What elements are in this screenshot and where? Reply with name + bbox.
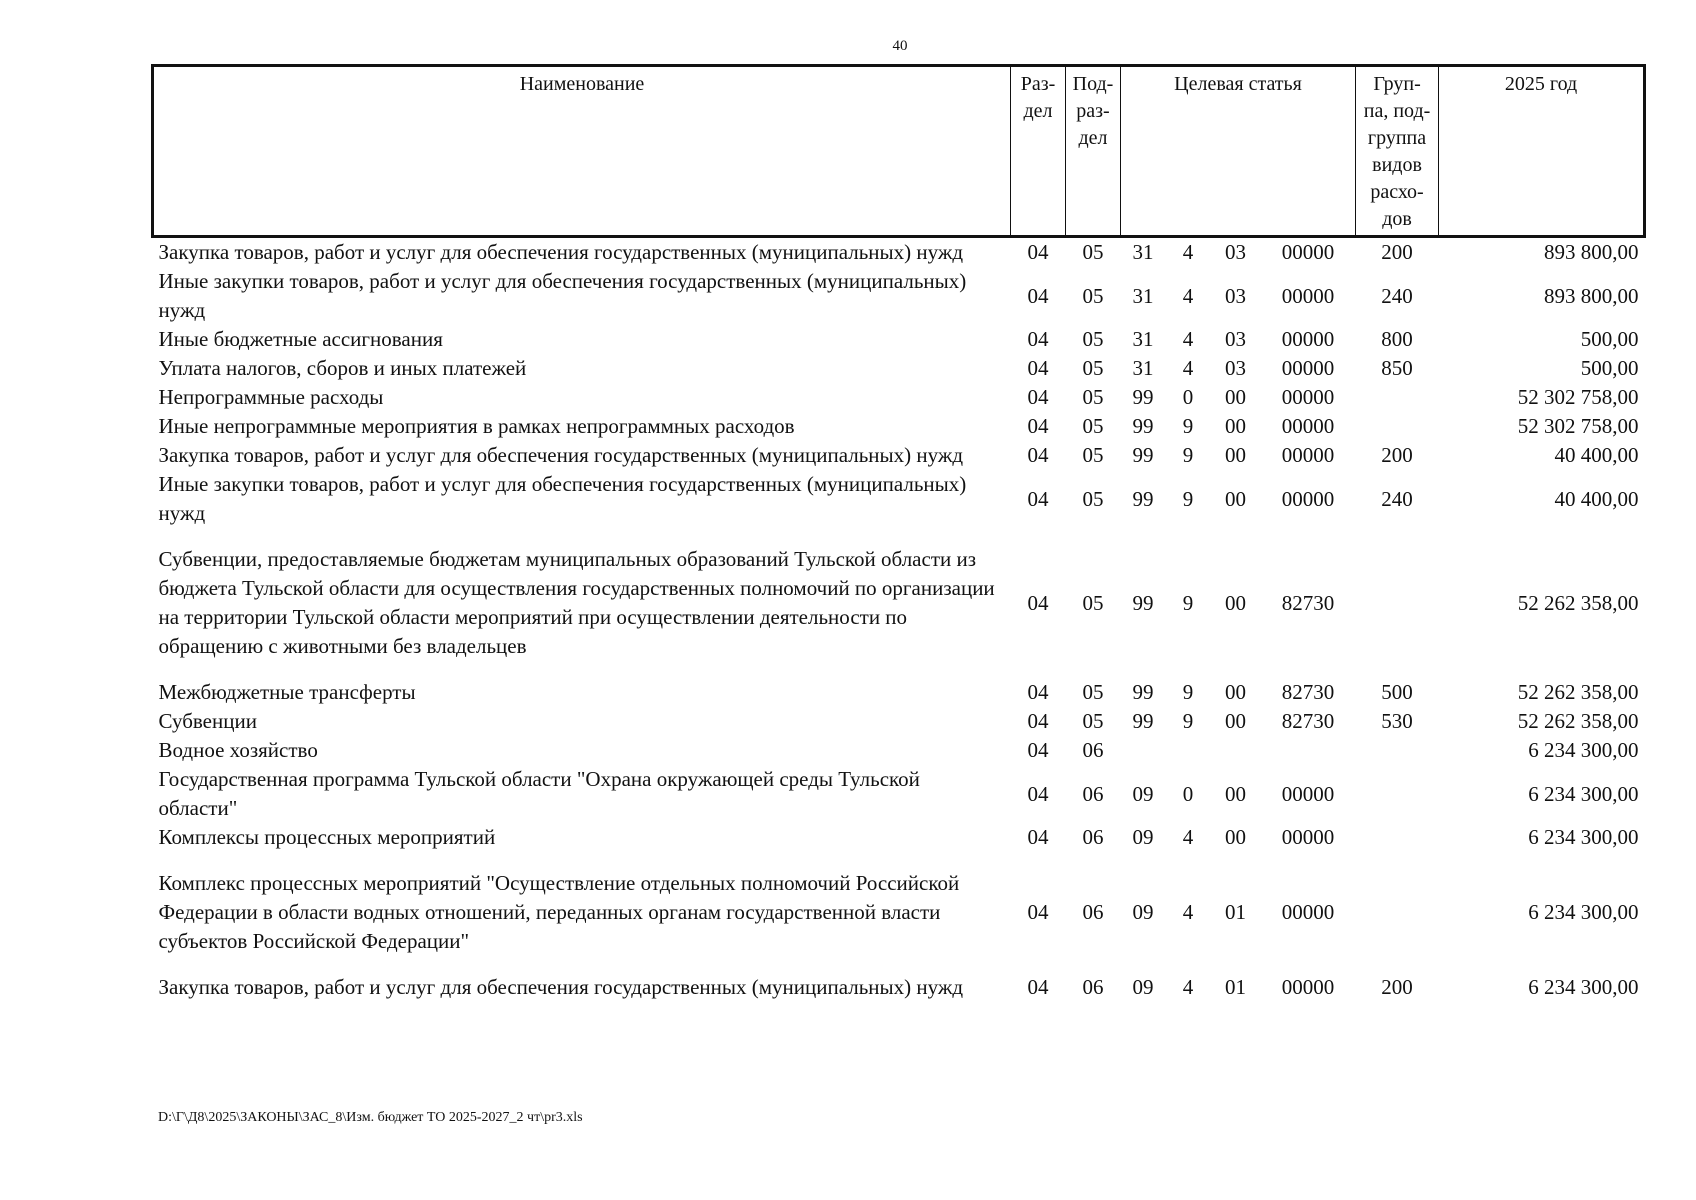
cell-target-program: 99 bbox=[1132, 590, 1154, 615]
table-row bbox=[153, 470, 1645, 528]
cell-expense-group: 200 bbox=[1381, 443, 1413, 467]
cell-target-subprogram: 03 bbox=[1225, 356, 1246, 380]
cell-name: Иные непрограммные мероприятия в рамках непрограммных расходов bbox=[158, 414, 795, 438]
cell-subsection: 05 bbox=[1082, 590, 1104, 615]
table-row bbox=[153, 237, 1645, 268]
cell-section: 04 bbox=[1027, 486, 1049, 511]
cell-target-type: 9 bbox=[1182, 590, 1194, 615]
cell-target-program: 99 bbox=[1132, 385, 1154, 409]
cell-section: 04 bbox=[1027, 327, 1049, 351]
cell-target-direction: 00000 bbox=[1281, 240, 1335, 264]
cell-target-type: 4 bbox=[1182, 975, 1194, 999]
cell-name: Закупка товаров, работ и услуг для обеспечения государственных (муниципальных) нужд bbox=[158, 240, 964, 264]
cell-target-type: 4 bbox=[1182, 240, 1194, 264]
cell-amount: 40 400,00 bbox=[1554, 486, 1639, 511]
cell-section: 04 bbox=[1027, 443, 1049, 467]
cell-name: Государственная программа Тульской области "Охрана окружающей среды Тульской области" bbox=[158, 767, 920, 820]
cell-expense-group bbox=[1356, 528, 1439, 678]
cell-section: 04 bbox=[1027, 781, 1049, 806]
table-row bbox=[153, 707, 1645, 736]
table-row bbox=[153, 412, 1645, 441]
cell-amount: 6 234 300,00 bbox=[1528, 781, 1639, 806]
cell-subsection: 05 bbox=[1082, 385, 1104, 409]
cell-target-program: 99 bbox=[1132, 414, 1154, 438]
cell-name: Иные закупки товаров, работ и услуг для обеспечения государственных (муниципальных) нужд bbox=[158, 269, 967, 322]
cell-section: 04 bbox=[1027, 356, 1049, 380]
header-name: Наименование bbox=[153, 66, 1011, 237]
table-row bbox=[153, 325, 1645, 354]
cell-target-type: 9 bbox=[1182, 709, 1194, 733]
cell-target-type: 4 bbox=[1182, 900, 1194, 924]
header-target-article: Целевая статья bbox=[1121, 66, 1356, 237]
cell-subsection: 06 bbox=[1082, 975, 1104, 999]
cell-target-direction: 00000 bbox=[1281, 283, 1335, 308]
cell-target-subprogram: 00 bbox=[1225, 709, 1246, 733]
cell-target-type: 4 bbox=[1182, 356, 1194, 380]
table-row bbox=[153, 383, 1645, 412]
cell-subsection: 05 bbox=[1082, 443, 1104, 467]
cell-expense-group bbox=[1356, 736, 1439, 765]
table-header-row bbox=[153, 66, 1645, 237]
cell-target-direction: 82730 bbox=[1281, 590, 1335, 615]
cell-target-direction: 00000 bbox=[1281, 443, 1335, 467]
cell-name: Комплекс процессных мероприятий "Осуществление отдельных полномочий Российской Федерации в области водных отношений, переданных органам государственной власти субъектов Российской Федерации" bbox=[158, 871, 960, 953]
cell-amount: 52 262 358,00 bbox=[1517, 709, 1639, 733]
cell-amount: 52 262 358,00 bbox=[1517, 680, 1639, 704]
cell-target-direction: 82730 bbox=[1281, 709, 1335, 733]
cell-subsection: 05 bbox=[1082, 240, 1104, 264]
cell-target-subprogram: 00 bbox=[1225, 486, 1246, 511]
cell-expense-group: 200 bbox=[1381, 240, 1413, 264]
table-row bbox=[153, 441, 1645, 470]
cell-target-direction: 00000 bbox=[1281, 900, 1335, 924]
cell-target-direction: 00000 bbox=[1281, 825, 1335, 849]
cell-subsection: 06 bbox=[1082, 738, 1104, 762]
cell-amount: 500,00 bbox=[1580, 327, 1639, 351]
cell-section: 04 bbox=[1027, 414, 1049, 438]
cell-section: 04 bbox=[1027, 738, 1049, 762]
cell-subsection: 05 bbox=[1082, 414, 1104, 438]
cell-section: 04 bbox=[1027, 385, 1049, 409]
cell-target-direction: 00000 bbox=[1281, 356, 1335, 380]
cell-target-direction: 00000 bbox=[1281, 975, 1335, 999]
cell-target-program: 09 bbox=[1132, 900, 1154, 924]
cell-target-subprogram: 00 bbox=[1225, 781, 1246, 806]
cell-target-subprogram: 01 bbox=[1225, 975, 1246, 999]
header-year: 2025 год bbox=[1439, 66, 1645, 237]
cell-name: Водное хозяйство bbox=[158, 738, 318, 762]
cell-amount: 6 234 300,00 bbox=[1528, 975, 1639, 999]
table-row bbox=[153, 267, 1645, 325]
page-number: 40 bbox=[892, 38, 908, 54]
cell-subsection: 05 bbox=[1082, 327, 1104, 351]
cell-target-type: 9 bbox=[1182, 443, 1194, 467]
cell-target-program: 31 bbox=[1132, 240, 1154, 264]
cell-target-subprogram bbox=[1211, 736, 1261, 765]
cell-name: Комплексы процессных мероприятий bbox=[158, 825, 496, 849]
cell-amount: 52 302 758,00 bbox=[1517, 414, 1639, 438]
cell-amount: 6 234 300,00 bbox=[1528, 900, 1639, 924]
cell-target-program: 09 bbox=[1132, 825, 1154, 849]
cell-subsection: 05 bbox=[1082, 680, 1104, 704]
table-row bbox=[153, 852, 1645, 973]
cell-target-program: 09 bbox=[1132, 781, 1154, 806]
cell-subsection: 05 bbox=[1082, 709, 1104, 733]
cell-expense-group bbox=[1356, 383, 1439, 412]
cell-amount: 52 262 358,00 bbox=[1517, 590, 1639, 615]
cell-amount: 6 234 300,00 bbox=[1528, 825, 1639, 849]
cell-section: 04 bbox=[1027, 709, 1049, 733]
cell-target-subprogram: 00 bbox=[1225, 680, 1246, 704]
cell-target-subprogram: 00 bbox=[1225, 590, 1246, 615]
header-subsection: Под- раз- дел bbox=[1066, 66, 1121, 237]
cell-target-type: 4 bbox=[1182, 327, 1194, 351]
table-row bbox=[153, 765, 1645, 823]
cell-expense-group: 500 bbox=[1381, 680, 1413, 704]
cell-section: 04 bbox=[1027, 283, 1049, 308]
cell-target-program: 99 bbox=[1132, 680, 1154, 704]
cell-expense-group: 240 bbox=[1381, 486, 1413, 511]
cell-expense-group bbox=[1356, 765, 1439, 823]
cell-expense-group: 530 bbox=[1381, 709, 1413, 733]
cell-target-direction: 00000 bbox=[1281, 414, 1335, 438]
cell-section: 04 bbox=[1027, 900, 1049, 924]
cell-section: 04 bbox=[1027, 825, 1049, 849]
cell-target-subprogram: 03 bbox=[1225, 327, 1246, 351]
cell-section: 04 bbox=[1027, 680, 1049, 704]
budget-table bbox=[151, 64, 1646, 1002]
header-section: Раз- дел bbox=[1011, 66, 1066, 237]
table-row bbox=[153, 823, 1645, 852]
cell-expense-group: 240 bbox=[1381, 283, 1413, 308]
cell-amount: 52 302 758,00 bbox=[1517, 385, 1639, 409]
table-row bbox=[153, 354, 1645, 383]
cell-name: Непрограммные расходы bbox=[158, 385, 384, 409]
cell-target-subprogram: 03 bbox=[1225, 240, 1246, 264]
cell-subsection: 06 bbox=[1082, 781, 1104, 806]
cell-name: Субвенции, предоставляемые бюджетам муниципальных образований Тульской области из бюджета Тульской области для осуществления государственных полномочий по организации на территории Тульской области мероприятий при осуществлении деятельности по обращению с животными без владельцев bbox=[158, 547, 995, 658]
cell-name: Субвенции bbox=[158, 709, 257, 733]
table-row bbox=[153, 678, 1645, 707]
table-row bbox=[153, 736, 1645, 765]
cell-target-program: 31 bbox=[1132, 327, 1154, 351]
cell-target-direction: 00000 bbox=[1281, 327, 1335, 351]
cell-target-direction: 82730 bbox=[1281, 680, 1335, 704]
footer-file-path: D:\Г\Д8\2025\ЗАКОНЫ\ЗАС_8\Изм. бюджет ТО 2025-2027_2 чт\pr3.xls bbox=[158, 1110, 583, 1125]
cell-target-program: 31 bbox=[1132, 356, 1154, 380]
cell-section: 04 bbox=[1027, 975, 1049, 999]
cell-target-type: 4 bbox=[1182, 283, 1194, 308]
cell-subsection: 06 bbox=[1082, 825, 1104, 849]
cell-expense-group bbox=[1356, 852, 1439, 973]
cell-expense-group: 200 bbox=[1381, 975, 1413, 999]
cell-name: Межбюджетные трансферты bbox=[158, 680, 416, 704]
cell-name: Закупка товаров, работ и услуг для обеспечения государственных (муниципальных) нужд bbox=[158, 443, 964, 467]
cell-amount: 500,00 bbox=[1580, 356, 1639, 380]
cell-section: 04 bbox=[1027, 240, 1049, 264]
cell-expense-group bbox=[1356, 823, 1439, 852]
table-row bbox=[153, 528, 1645, 678]
cell-target-program: 31 bbox=[1132, 283, 1154, 308]
cell-target-subprogram: 01 bbox=[1225, 900, 1246, 924]
cell-section: 04 bbox=[1027, 590, 1049, 615]
cell-target-type: 4 bbox=[1182, 825, 1194, 849]
cell-subsection: 05 bbox=[1082, 356, 1104, 380]
cell-target-program bbox=[1121, 736, 1166, 765]
cell-subsection: 05 bbox=[1082, 283, 1104, 308]
cell-target-program: 99 bbox=[1132, 709, 1154, 733]
cell-expense-group bbox=[1356, 412, 1439, 441]
table-row bbox=[153, 973, 1645, 1002]
cell-target-subprogram: 00 bbox=[1225, 414, 1246, 438]
cell-target-direction: 00000 bbox=[1281, 385, 1335, 409]
cell-name: Закупка товаров, работ и услуг для обеспечения государственных (муниципальных) нужд bbox=[158, 975, 964, 999]
cell-target-program: 09 bbox=[1132, 975, 1154, 999]
cell-target-direction: 00000 bbox=[1281, 781, 1335, 806]
header-expense-group: Груп- па, под- группа видов расхо- дов bbox=[1356, 66, 1439, 237]
cell-target-type bbox=[1166, 736, 1211, 765]
cell-amount: 40 400,00 bbox=[1554, 443, 1639, 467]
cell-target-type: 9 bbox=[1182, 486, 1194, 511]
cell-name: Уплата налогов, сборов и иных платежей bbox=[158, 356, 527, 380]
cell-target-type: 9 bbox=[1182, 414, 1194, 438]
cell-amount: 6 234 300,00 bbox=[1528, 738, 1639, 762]
cell-target-program: 99 bbox=[1132, 443, 1154, 467]
cell-expense-group: 850 bbox=[1381, 356, 1413, 380]
cell-target-program: 99 bbox=[1132, 486, 1154, 511]
table-body bbox=[153, 237, 1645, 1003]
cell-amount: 893 800,00 bbox=[1544, 240, 1639, 264]
cell-target-subprogram: 00 bbox=[1225, 385, 1246, 409]
cell-target-subprogram: 03 bbox=[1225, 283, 1246, 308]
cell-name: Иные бюджетные ассигнования bbox=[158, 327, 443, 351]
cell-target-type: 9 bbox=[1182, 680, 1194, 704]
cell-name: Иные закупки товаров, работ и услуг для обеспечения государственных (муниципальных) нужд bbox=[158, 472, 967, 525]
cell-target-direction bbox=[1261, 736, 1356, 765]
cell-subsection: 06 bbox=[1082, 900, 1104, 924]
cell-target-type: 0 bbox=[1182, 385, 1194, 409]
cell-expense-group: 800 bbox=[1381, 327, 1413, 351]
cell-target-subprogram: 00 bbox=[1225, 443, 1246, 467]
cell-target-type: 0 bbox=[1182, 781, 1194, 806]
cell-subsection: 05 bbox=[1082, 486, 1104, 511]
cell-target-subprogram: 00 bbox=[1225, 825, 1246, 849]
cell-target-direction: 00000 bbox=[1281, 486, 1335, 511]
cell-amount: 893 800,00 bbox=[1544, 283, 1639, 308]
